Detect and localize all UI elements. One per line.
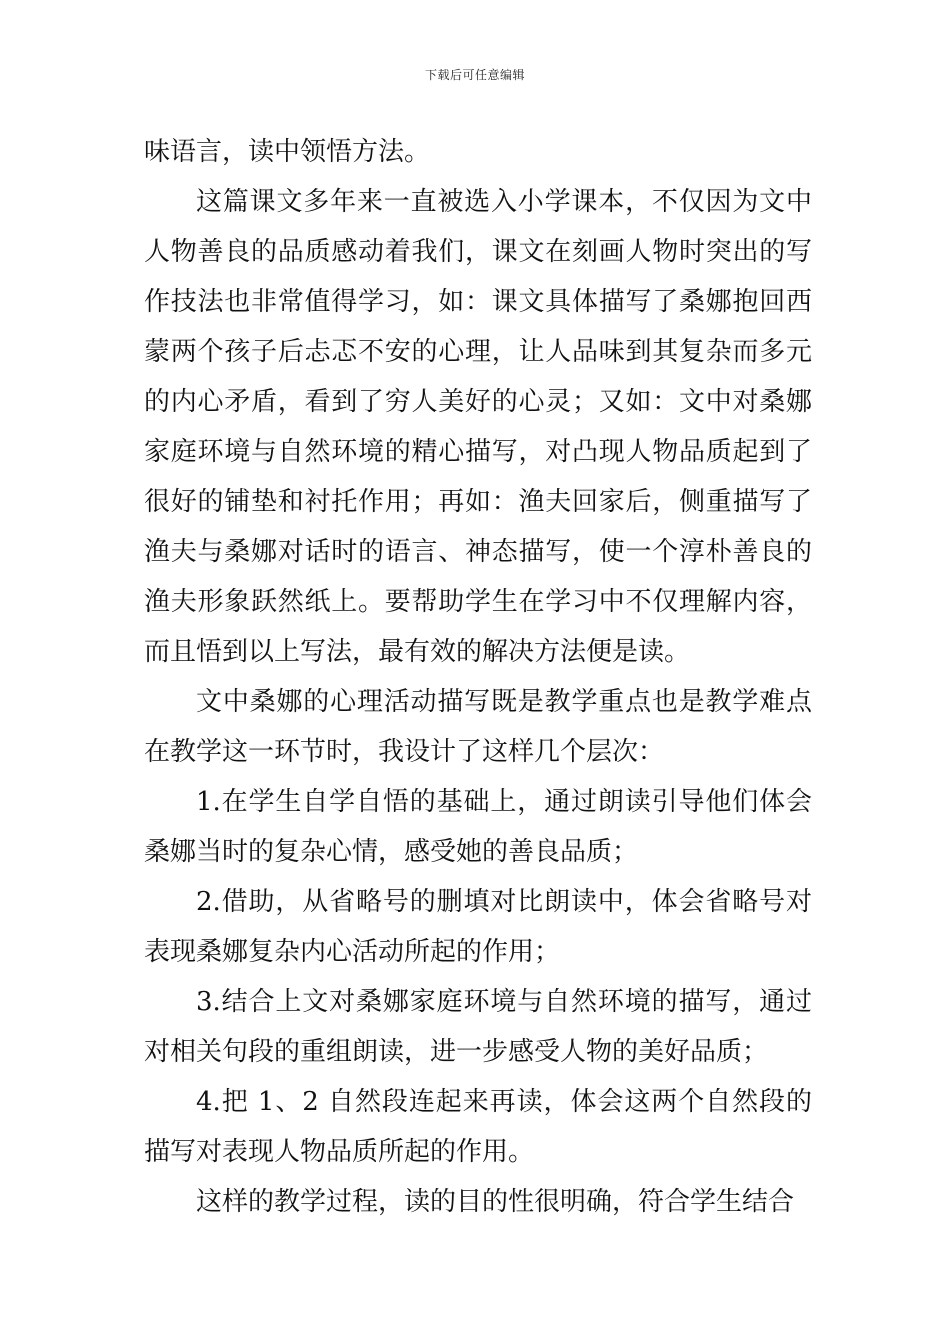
body-text [144, 127, 812, 1227]
page-header: 下载后可任意编辑 [424, 68, 525, 82]
list-item-1: 1.在学生自学自悟的基础上，通过朗读引导他们体会桑娜当时的复杂心情，感受她的善良品质； [144, 787, 812, 867]
list-item-3: 3.结合上文对桑娜家庭环境与自然环境的描写，通过对相关句段的重组朗读，进一步感受人物的美好品质； [144, 987, 812, 1067]
paragraph-last: 这样的教学过程，读的目的性很明确，符合学生结合 [196, 1187, 795, 1217]
paragraph-3: 文中桑娜的心理活动描写既是教学重点也是教学难点在教学这一环节时，我设计了这样几个层次： [144, 687, 812, 767]
paragraph-2: 这篇课文多年来一直被选入小学课本，不仅因为文中人物善良的品质感动着我们，课文在刻画人物时突出的写作技法也非常值得学习，如：课文具体描写了桑娜抱回西蒙两个孩子后忐忑不安的心理，让人品味到其复杂而多元的内心矛盾，看到了穷人美好的心灵；又如：文中对桑娜家庭环境与自然环境的精心描写，对凸现人物品质起到了很好的铺垫和衬托作用；再如：渔夫回家后，侧重描写了渔夫与桑娜对话时的语言、神态描写，使一个淳朴善良的渔夫形象跃然纸上。要帮助学生在学习中不仅理解内容，而且悟到以上写法，最有效的解决方法便是读。 [144, 187, 812, 667]
list-item-4: 4.把 1、2 自然段连起来再读，体会这两个自然段的描写对表现人物品质所起的作用。 [144, 1087, 812, 1167]
paragraph-1: 味语言，读中领悟方法。 [144, 137, 431, 167]
list-item-2: 2.借助，从省略号的删填对比朗读中，体会省略号对表现桑娜复杂内心活动所起的作用； [144, 887, 812, 967]
